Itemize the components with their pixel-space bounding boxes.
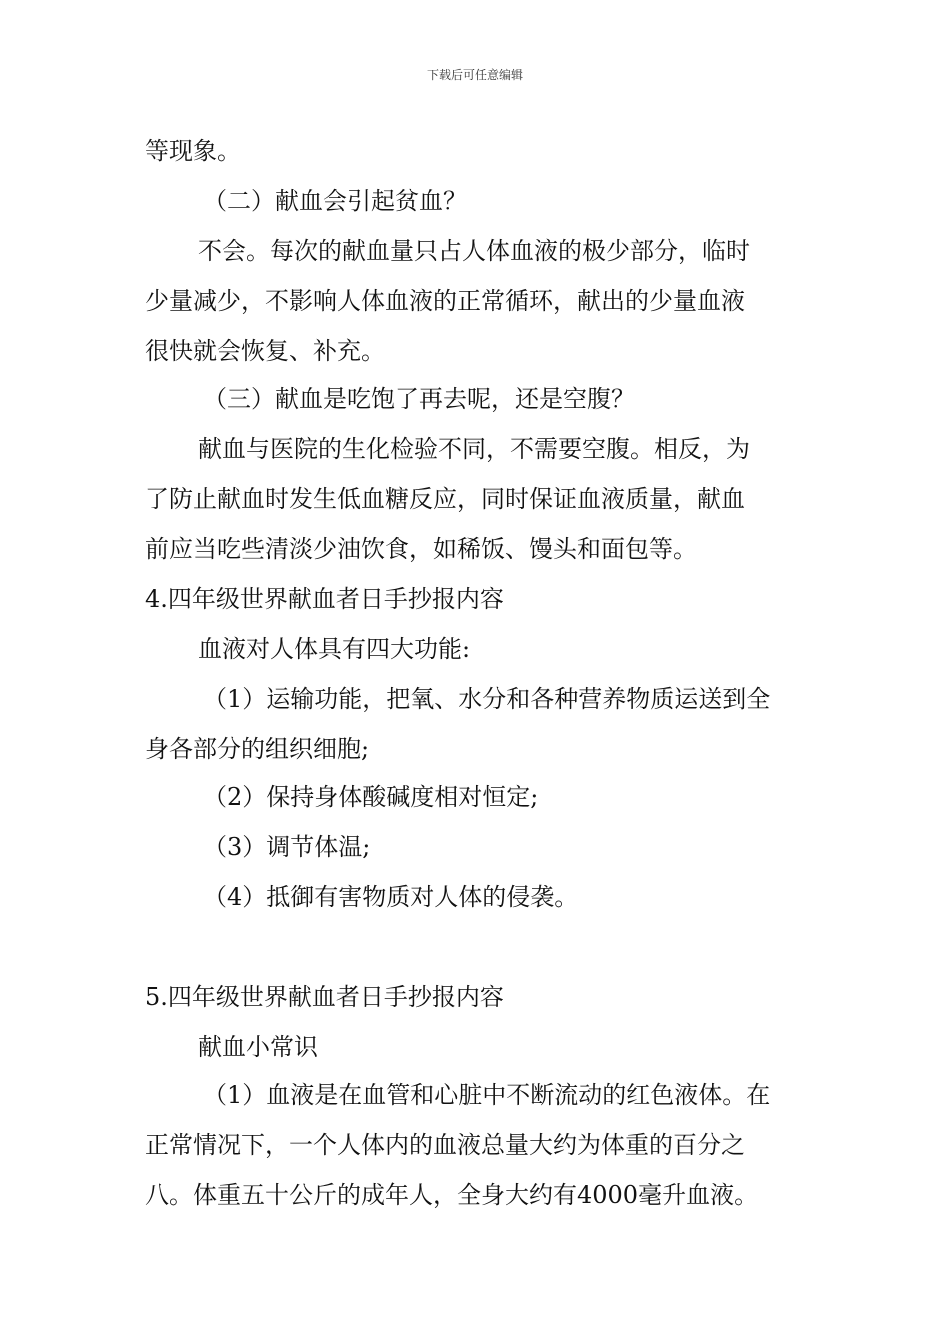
list-item: （1）血液是在血管和心脏中不断流动的红色液体。在	[203, 1081, 771, 1109]
question-heading: （三）献血是吃饱了再去呢，还是空腹？	[203, 385, 635, 413]
text-line: 了防止献血时发生低血糖反应，同时保证血液质量，献血	[145, 485, 745, 513]
list-item: （2）保持身体酸碱度相对恒定;	[203, 783, 539, 811]
text-line: 八。体重五十公斤的成年人，全身大约有4000毫升血液。	[145, 1181, 759, 1209]
text-line: 很快就会恢复、补充。	[145, 337, 385, 365]
text-line: 等现象。	[145, 137, 241, 165]
page-header: 下载后可任意编辑	[426, 68, 523, 82]
list-item: （3）调节体温;	[203, 833, 371, 861]
section-heading: 4.四年级世界献血者日手抄报内容	[145, 585, 504, 613]
list-item: （4）抵御有害物质对人体的侵袭。	[203, 883, 579, 911]
text-line: 正常情况下，一个人体内的血液总量大约为体重的百分之	[145, 1131, 745, 1159]
text-line: 血液对人体具有四大功能:	[198, 635, 471, 663]
text-line: 献血与医院的生化检验不同，不需要空腹。相反，为	[198, 435, 750, 463]
text-line: 前应当吃些清淡少油饮食，如稀饭、馒头和面包等。	[145, 535, 697, 563]
section-heading: 5.四年级世界献血者日手抄报内容	[145, 983, 504, 1011]
text-line: 身各部分的组织细胞;	[145, 735, 370, 763]
text-line: 少量减少，不影响人体血液的正常循环，献出的少量血液	[145, 287, 745, 315]
question-heading: （二）献血会引起贫血？	[203, 187, 467, 215]
text-line: 不会。每次的献血量只占人体血液的极少部分，临时	[198, 237, 750, 265]
list-item: （1）运输功能，把氧、水分和各种营养物质运送到全	[203, 685, 771, 713]
subsection-heading: 献血小常识	[198, 1033, 318, 1061]
